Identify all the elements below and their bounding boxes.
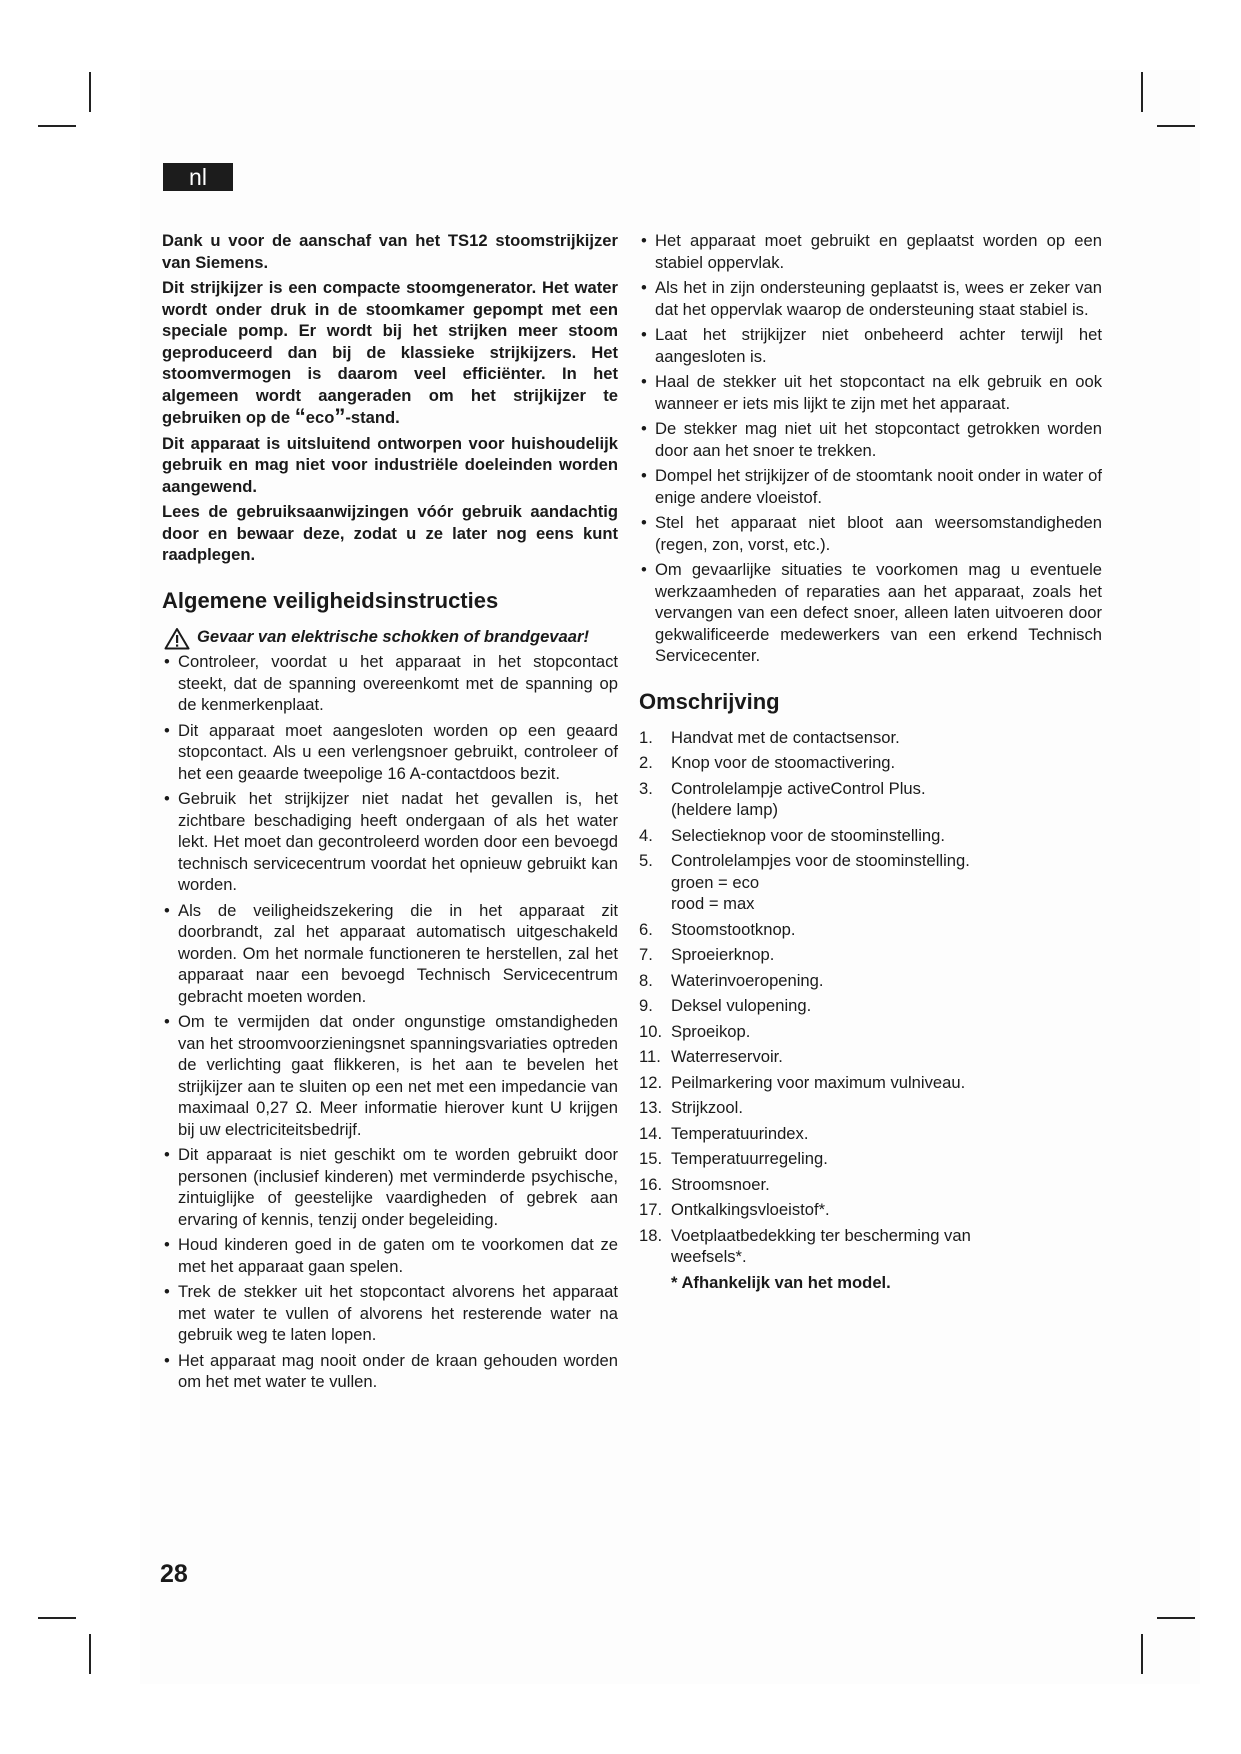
part-text: Peilmarkering voor maximum vulniveau. [671,1072,966,1092]
eco-word: eco [305,408,335,427]
safety-list-continued [639,230,1102,667]
part-number: 17. [639,1200,663,1219]
intro [162,230,618,566]
footnote: * Afhankelijk van het model. [671,1272,891,1292]
crop-mark [1157,1617,1195,1619]
safety-item: • Het apparaat mag nooit onder de kraan gehouden worden om het met water te vullen. [162,1350,618,1393]
crop-mark [1157,125,1195,127]
part-text: Temperatuurregeling. [671,1149,828,1168]
part-text: Selectieknop voor de stoominstelling. [671,825,945,845]
safety-item: • Laat het strijkijzer niet onbeheerd achter terwijl het aangesloten is. [639,324,1102,367]
part-number: 8. [639,970,653,990]
part-number: 4. [639,825,653,845]
part-number: 2. [639,753,653,772]
part-text: Strijkzool. [671,1098,743,1117]
part-text: Deksel vulopening. [671,996,812,1015]
part-number: 7. [639,945,653,964]
part-number: 10. [639,1021,663,1041]
part-item [639,1225,1102,1268]
safety-heading: Algemene veiligheidsinstructies [162,587,499,613]
part-item [639,1123,1102,1145]
part-number: 13. [639,1098,663,1117]
part-text: Sproeierknop. [671,945,775,964]
crop-mark [1141,1634,1143,1674]
safety-list [162,651,618,1393]
part-number: 16. [639,1174,663,1194]
eco-suffix: -stand. [345,408,400,427]
part-item [639,944,1102,966]
part-text: Voetplaatbedekking ter bescherming van weefsels*. [671,1225,971,1266]
safety-item: • Dit apparaat is niet geschikt om te worden gebruikt door personen (inclusief kinderen) met verminderde psychische, zintuiglijke of geestelijke vaardigheden of gebrek aan ervaring of kennis, tenzij onder begeleiding. [162,1144,618,1230]
part-number: 14. [639,1123,663,1143]
part-item [639,919,1102,941]
right-column [639,230,1102,1293]
crop-mark [38,125,76,127]
left-column [162,230,618,1397]
part-item [639,1174,1102,1196]
eco-open-quote: “ [294,404,306,429]
part-item [639,778,1102,821]
crop-mark [89,1634,91,1674]
part-item [639,1046,1102,1068]
part-number: 18. [639,1225,663,1245]
intro-paragraph: Dank u voor de aanschaf van het TS12 stoomstrijkijzer van Siemens. [162,231,618,272]
safety-item: • Als de veiligheidszekering die in het apparaat zit doorbrandt, zal het apparaat automatisch uitgeschakeld worden. Om het normale functioneren te herstellen, zal het apparaat naar een bevoegd Technisch Servicecentrum gebracht moeten worden. [162,900,618,1008]
safety-item: • Om gevaarlijke situaties te voorkomen mag u eventuele werkzaamheden of reparaties aan het apparaat, zoals het vervangen van een defect snoer, alleen laten uitvoeren door gekwalificeerde medewerkers van een erkend Technisch Servicecenter. [639,559,1102,667]
part-item [639,1072,1102,1094]
part-item [639,995,1102,1017]
part-text: Stroomsnoer. [671,1174,770,1194]
safety-item: • Gebruik het strijkijzer niet nadat het gevallen is, het zichtbare beschadiging heeft ondergaan of als het water lekt. Het moet dan gecontroleerd worden door een bevoegd technisch servicecentrum voordat het opnieuw gebruikt kan worden. [162,788,618,896]
safety-item: • Als het in zijn ondersteuning geplaatst is, wees er zeker van dat het oppervlak waarop de ondersteuning staat stabiel is. [639,277,1102,320]
part-number: 12. [639,1072,663,1092]
safety-item: • Om te vermijden dat onder ongunstige omstandigheden van het stroomvoorzieningsnet spanningsvariaties optreden de verlichting gaat flikkeren, is het aan te bevelen het strijkijzer aan te sluiten op een net met een impedancie van maximaal 0,27 Ω. Meer informatie hierover kunt U krijgen bij uw electriciteitsbedrijf. [162,1011,618,1140]
part-text: Stoomstootknop. [671,919,796,939]
part-item [639,850,1102,915]
part-text: Ontkalkingsvloeistof*. [671,1200,830,1219]
intro-paragraph [162,277,618,429]
crop-mark [1141,72,1143,112]
part-item [639,825,1102,847]
eco-close-quote: ” [334,404,346,429]
safety-item: • Het apparaat moet gebruikt en geplaatst worden op een stabiel oppervlak. [639,230,1102,273]
part-number: 1. [639,727,653,747]
part-text: Waterinvoeropening. [671,970,824,990]
parts-list [639,727,1102,1268]
warning-triangle-icon [164,627,190,650]
part-item [639,970,1102,992]
part-item [639,1148,1102,1170]
safety-item: • De stekker mag niet uit het stopcontact getrokken worden door aan het snoer te trekken. [639,418,1102,461]
part-number: 6. [639,919,653,939]
part-text: Temperatuurindex. [671,1123,809,1143]
safety-item: • Dit apparaat moet aangesloten worden op een geaard stopcontact. Als u een verlengsnoer gebruikt, controleer of het een geaarde tweepolige 16 A-contactdoos bezit. [162,720,618,785]
page-number: 28 [160,1560,188,1588]
safety-item: • Houd kinderen goed in de gaten om te voorkomen dat ze met het apparaat gaan spelen. [162,1234,618,1277]
safety-item: • Trek de stekker uit het stopcontact alvorens het apparaat met water te vullen of alvorens het resterende water na gebruik weg te laten lopen. [162,1281,618,1346]
part-text: Sproeikop. [671,1021,751,1041]
safety-item: • Dompel het strijkijzer of de stoomtank nooit onder in water of enige andere vloeistof. [639,465,1102,508]
part-text: Controlelampjes voor de stoominstelling. groen = eco rood = max [671,851,970,913]
part-number: 5. [639,851,653,870]
part-item [639,752,1102,774]
part-item [639,1021,1102,1043]
crop-mark [89,72,91,112]
part-item [639,727,1102,749]
safety-item: • Haal de stekker uit het stopcontact na elk gebruik en ook wanneer er iets mis lijkt te zijn met het apparaat. [639,371,1102,414]
part-number: 9. [639,996,653,1015]
part-number: 3. [639,778,653,798]
warning [162,626,618,648]
part-text: Knop voor de stoomactivering. [671,753,896,772]
safety-item: • Controleer, voordat u het apparaat in het stopcontact steekt, dat de spanning overeenkomt met de spanning op de kenmerkenplaat. [162,651,618,716]
description-heading: Omschrijving [639,688,780,714]
part-text: Waterreservoir. [671,1047,783,1066]
crop-mark [38,1617,76,1619]
part-item [639,1199,1102,1221]
part-text: Handvat met de contactsensor. [671,727,900,747]
part-number: 11. [639,1047,661,1066]
part-number: 15. [639,1149,663,1168]
language-tag: nl [163,163,233,191]
warning-text: Gevaar van elektrische schokken of brandgevaar! [197,626,589,646]
part-text: Controlelampje activeControl Plus. (heldere lamp) [671,778,926,819]
intro-paragraph: Lees de gebruiksaanwijzingen vóór gebruik aandachtig door en bewaar deze, zodat u ze later nog eens kunt raadplegen. [162,502,618,564]
intro-text: Dit strijkijzer is een compacte stoomgenerator. Het water wordt onder druk in de stoomkamer gepompt met een speciale pomp. Er wordt bij het strijken meer stoom geproduceerd dan bij de klassieke strijkijzers. Het stoomvermogen is daarom veel efficiënter. In het algemeen wordt aangeraden om het strijkijzer te gebruiken op de [162,278,618,427]
safety-item: • Stel het apparaat niet bloot aan weersomstandigheden (regen, zon, vorst, etc.). [639,512,1102,555]
part-item [639,1097,1102,1119]
intro-paragraph: Dit apparaat is uitsluitend ontworpen voor huishoudelijk gebruik en mag niet voor industriële doeleinden worden aangewend. [162,433,618,496]
